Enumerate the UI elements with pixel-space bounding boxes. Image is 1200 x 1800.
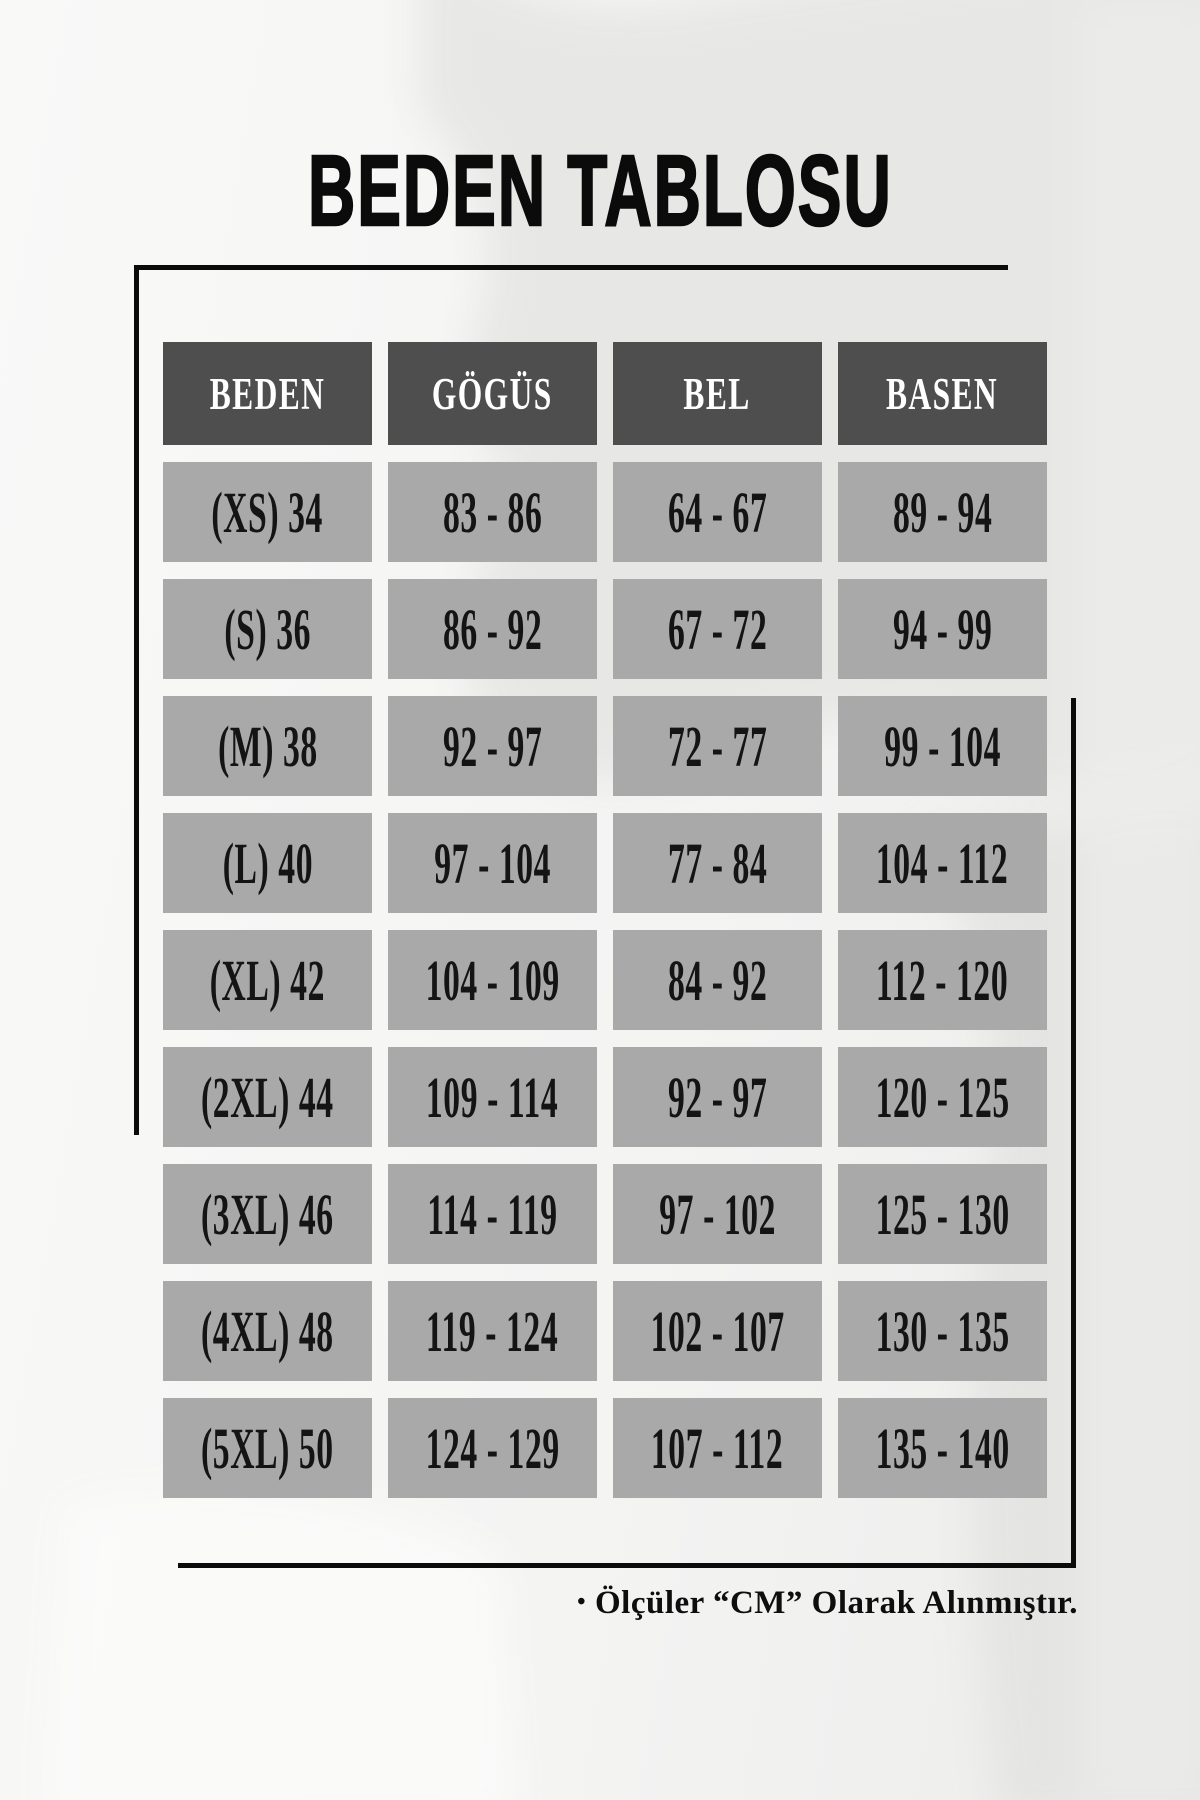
column-header-label: BASEN	[886, 368, 999, 419]
measurement-cell	[838, 1281, 1047, 1381]
size-cell	[163, 1281, 372, 1381]
measurement-cell	[838, 813, 1047, 913]
size-cell-label: (XS) 34	[211, 479, 324, 545]
measurement-cell-label: 83 - 86	[442, 479, 543, 545]
measurement-cell-label: 92 - 97	[667, 1064, 768, 1130]
size-cell-label: (3XL) 46	[201, 1181, 334, 1247]
measurement-cell	[838, 1398, 1047, 1498]
measurement-cell	[388, 930, 597, 1030]
measurement-cell-label: 102 - 107	[650, 1298, 785, 1364]
measurement-cell-label: 86 - 92	[442, 596, 543, 662]
measurement-cell-label: 97 - 102	[659, 1181, 776, 1247]
footer-note	[577, 1585, 1078, 1623]
measurement-cell-label: 64 - 67	[667, 479, 768, 545]
bullet-icon: •	[577, 1589, 586, 1615]
column-header	[613, 342, 822, 445]
measurement-cell-label: 84 - 92	[667, 947, 768, 1013]
measurement-cell-label: 104 - 109	[425, 947, 560, 1013]
measurement-cell-label: 97 - 104	[434, 830, 551, 896]
column-header-label: GÖGÜS	[432, 368, 553, 419]
size-cell-label: (L) 40	[222, 830, 313, 896]
measurement-cell	[838, 579, 1047, 679]
size-cell	[163, 1047, 372, 1147]
measurement-cell-label: 112 - 120	[876, 947, 1009, 1013]
measurement-cell-label: 104 - 112	[876, 830, 1009, 896]
column-header	[838, 342, 1047, 445]
size-table	[163, 342, 1047, 1498]
measurement-cell-label: 92 - 97	[442, 713, 543, 779]
size-cell-label: (4XL) 48	[201, 1298, 334, 1364]
size-cell-label: (5XL) 50	[201, 1415, 334, 1481]
measurement-cell	[613, 1164, 822, 1264]
measurement-cell	[838, 1047, 1047, 1147]
measurement-cell-label: 99 - 104	[884, 713, 1001, 779]
size-cell	[163, 1398, 372, 1498]
measurement-cell-label: 130 - 135	[875, 1298, 1010, 1364]
measurement-cell	[613, 462, 822, 562]
size-cell-label: (2XL) 44	[201, 1064, 334, 1130]
measurement-cell	[388, 579, 597, 679]
column-header-label: BEL	[683, 368, 752, 419]
measurement-cell-label: 107 - 112	[651, 1415, 784, 1481]
measurement-cell	[388, 696, 597, 796]
measurement-cell	[838, 462, 1047, 562]
measurement-cell	[838, 696, 1047, 796]
size-cell-label: (XL) 42	[209, 947, 326, 1013]
measurement-cell	[613, 696, 822, 796]
measurement-cell-label: 94 - 99	[892, 596, 993, 662]
measurement-cell-label: 120 - 125	[875, 1064, 1010, 1130]
measurement-cell-label: 77 - 84	[667, 830, 768, 896]
measurement-cell-label: 67 - 72	[667, 596, 768, 662]
size-cell	[163, 813, 372, 913]
page-title-text: BEDEN TABLOSU	[307, 135, 893, 247]
measurement-cell	[613, 579, 822, 679]
size-cell	[163, 696, 372, 796]
measurement-cell	[838, 1164, 1047, 1264]
footer-note-text: Ölçüler “CM” Olarak Alınmıştır.	[595, 1585, 1078, 1621]
measurement-cell-label: 124 - 129	[425, 1415, 560, 1481]
column-header	[163, 342, 372, 445]
measurement-cell-label: 135 - 140	[875, 1415, 1010, 1481]
size-cell-label: (M) 38	[217, 713, 318, 779]
measurement-cell-label: 89 - 94	[892, 479, 993, 545]
measurement-cell	[388, 1047, 597, 1147]
measurement-cell	[613, 1281, 822, 1381]
measurement-cell-label: 119 - 124	[426, 1298, 559, 1364]
column-header-label: BEDEN	[209, 368, 326, 419]
size-cell-label: (S) 36	[224, 596, 311, 662]
measurement-cell	[388, 813, 597, 913]
measurement-cell	[613, 1047, 822, 1147]
size-cell	[163, 579, 372, 679]
measurement-cell-label: 109 - 114	[426, 1064, 559, 1130]
measurement-cell-label: 125 - 130	[875, 1181, 1010, 1247]
size-cell	[163, 930, 372, 1030]
size-cell	[163, 462, 372, 562]
page-title	[0, 135, 1200, 247]
measurement-cell	[388, 1398, 597, 1498]
measurement-cell	[613, 813, 822, 913]
decor-line-left	[134, 265, 139, 1135]
decor-line-right	[1071, 698, 1076, 1566]
measurement-cell-label: 114 - 119	[427, 1181, 558, 1247]
measurement-cell-label: 72 - 77	[667, 713, 768, 779]
column-header	[388, 342, 597, 445]
measurement-cell	[388, 462, 597, 562]
measurement-cell	[388, 1281, 597, 1381]
measurement-cell	[613, 1398, 822, 1498]
measurement-cell	[838, 930, 1047, 1030]
decor-line-top	[134, 265, 1008, 270]
measurement-cell	[613, 930, 822, 1030]
decor-line-bottom	[178, 1563, 1076, 1568]
measurement-cell	[388, 1164, 597, 1264]
size-cell	[163, 1164, 372, 1264]
